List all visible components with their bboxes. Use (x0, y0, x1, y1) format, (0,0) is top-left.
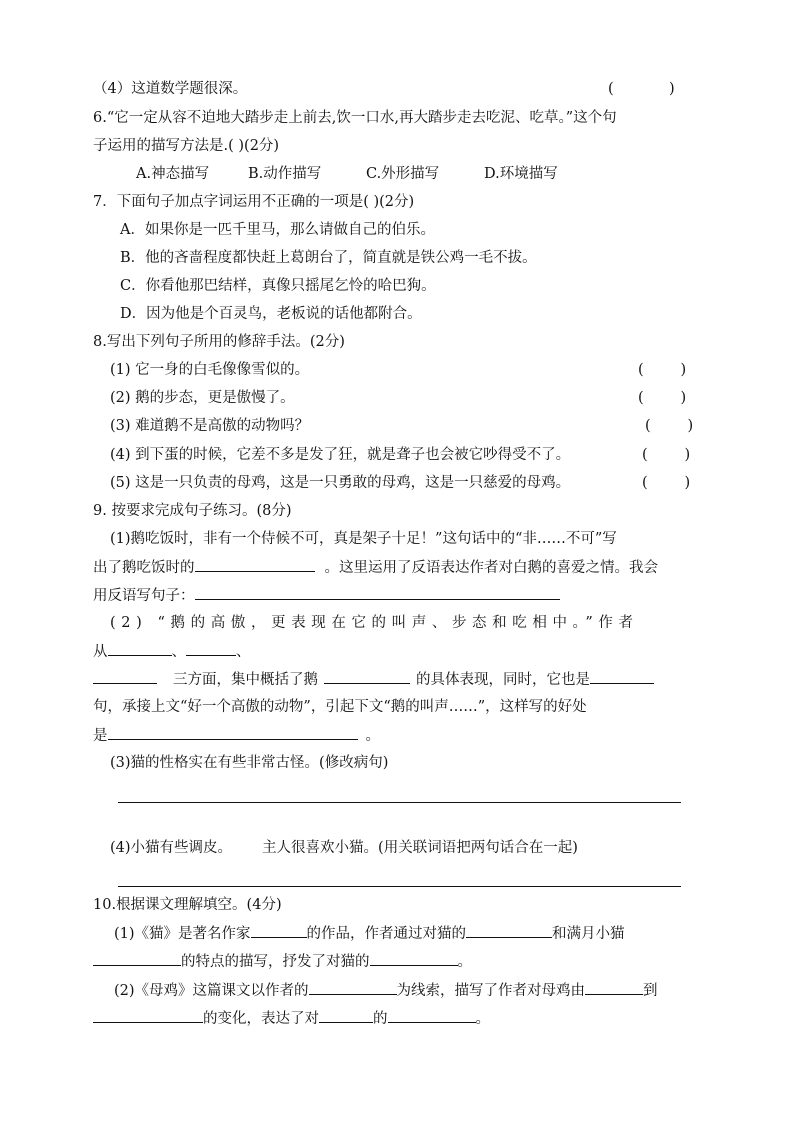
q9-part3: (3)猫的性格实在有些非常古怪。(修改病句) (110, 755, 389, 771)
q10-part2-text-e: 的 (373, 1011, 388, 1027)
q8-item-5: (5) 这是一只负责的母鸡，这是一只勇敢的母鸡，这是一只慈爱的母鸡。 (110, 475, 571, 491)
q9-part2-line3 (93, 669, 654, 690)
q9-part4-text-b: 主人很喜欢小猫。(用关联词语把两句话合在一起) (262, 840, 578, 856)
q7-option-a[interactable]: A．如果你是一匹千里马，那么请做自己的伯乐。 (120, 222, 435, 238)
q9-part2-line4: 句，承接上文“好一个高傲的动物”，引起下文“鹅的叫声……”，这样写的好处 (93, 699, 587, 715)
q8-item-4-answer-paren[interactable]: ( ) (642, 447, 691, 463)
q9-part2-line5 (93, 725, 380, 746)
q10-part2-text-d: 的变化，表达了对 (203, 1011, 319, 1027)
q8-stem: 8.写出下列句子所用的修辞手法。(2分) (93, 334, 345, 350)
q6-option-c[interactable]: C.外形描写 (366, 166, 440, 182)
q10-part1-blank-1[interactable] (251, 923, 307, 938)
q8-item-3: (3) 难道鹅不是高傲的动物吗？ (110, 418, 310, 434)
q9-part1-blank-1[interactable] (195, 557, 315, 572)
q9-part3-answer-line[interactable] (118, 802, 681, 803)
q10-part2-text-c: 到 (643, 983, 658, 999)
q10-part2-blank-1[interactable] (309, 980, 397, 995)
q8-item-1-answer-paren[interactable]: ( ) (638, 362, 687, 378)
q9-part2-text-d: 是 (93, 728, 108, 744)
q9-part2-blank-4[interactable] (324, 669, 410, 684)
q10-part2-blank-4[interactable] (319, 1008, 373, 1023)
q6-options (136, 164, 558, 184)
q9-part2-text-c: 的具体表现，同时，它也是 (416, 672, 590, 688)
q10-part2-blank-5[interactable] (388, 1008, 476, 1023)
q9-part2-blank-2[interactable] (186, 641, 236, 656)
q7-stem: 7．下面句子加点字词运用不正确的一项是( )(2分) (93, 194, 415, 210)
q10-part1-blank-2[interactable] (466, 923, 552, 938)
q6-stem-line2: 子运用的描写方法是.( )(2分) (93, 138, 280, 154)
q8-item-4: (4) 到下蛋的时候，它差不多是发了狂，就是聋子也会被它吵得受不了。 (110, 447, 571, 463)
q10-part1-text-b: 的作品，作者通过对猫的 (306, 926, 467, 942)
q8-item-3-answer-paren[interactable]: ( ) (645, 418, 694, 434)
q10-part2-text-a: (2)《母鸡》这篇课文以作者的 (114, 983, 309, 999)
q9-part1-line1: (1)鹅吃饭时，非有一个侍候不可，真是架子十足！”这句话中的“非……不可”写 (110, 531, 617, 547)
q9-part2-blank-6[interactable] (108, 725, 358, 740)
q9-part2-line1: (2) “鹅的高傲，更表现在它的叫声、步态和吃相中。”作者 (110, 615, 639, 631)
q9-part1-line3 (93, 585, 560, 606)
q10-part2-blank-2[interactable] (585, 980, 643, 995)
q9-part1-blank-2[interactable] (195, 585, 560, 600)
q7-option-d[interactable]: D．因为他是个百灵鸟，老板说的话他都附合。 (120, 306, 422, 322)
q10-part1-blank-3[interactable] (93, 951, 181, 966)
q6-stem-line1: 6.“它一定从容不迫地大踏步走上前去,饮一口水,再大踏步走去吃泥、吃草。”这个句 (93, 110, 617, 126)
q9-part2-blank-1[interactable] (108, 641, 172, 656)
q10-part1-blank-4[interactable] (370, 951, 458, 966)
q8-item-1: (1) 它一身的白毛像像雪似的。 (110, 362, 310, 378)
q9-part4-text-a: (4)小猫有些调皮。 (110, 840, 233, 856)
q9-part2-text-e: 。 (365, 728, 380, 744)
q8-item-2-answer-paren[interactable]: ( ) (638, 390, 687, 406)
q9-part1-text-a: 出了鹅吃饭时的 (93, 560, 195, 576)
q9-part2-blank-3[interactable] (93, 669, 157, 684)
q10-part2-line2 (93, 1008, 490, 1029)
q9-part1-line2 (93, 557, 658, 578)
q5-item-4-answer-paren[interactable]: ( ) (608, 81, 675, 97)
q10-part1-text-c: 和满月小猫 (552, 926, 625, 942)
q10-part2-text-f: 。 (475, 1011, 490, 1027)
q8-item-5-answer-paren[interactable]: ( ) (642, 475, 691, 491)
q9-part2-sep-2: 、 (236, 644, 251, 660)
q9-part2-line2 (93, 641, 251, 662)
q9-part4-answer-line[interactable] (118, 886, 681, 887)
q9-part2-sep-1: 、 (171, 644, 186, 660)
q10-part2-blank-3[interactable] (93, 1008, 203, 1023)
q10-part2-text-b: 为线索，描写了作者对母鸡由 (396, 983, 586, 999)
q9-part2-text-a: 从 (93, 644, 108, 660)
q10-part1-text-a: (1)《猫》是著名作家 (114, 926, 251, 942)
q6-option-b[interactable]: B.动作描写 (248, 166, 322, 182)
q9-part1-text-c: 用反语写句子： (93, 588, 195, 604)
q7-option-b[interactable]: B．他的吝啬程度都快赶上葛朗台了，简直就是铁公鸡一毛不拔。 (120, 250, 537, 266)
q6-option-d[interactable]: D.环境描写 (484, 166, 558, 182)
q10-part1-text-e: 。 (457, 954, 472, 970)
q10-part1-line2 (93, 951, 472, 972)
q9-stem: 9. 按要求完成句子练习。(8分) (93, 503, 292, 519)
q9-part4 (110, 838, 578, 858)
q10-part2-line1 (114, 980, 658, 1001)
q10-part1-line1 (114, 923, 625, 944)
q10-stem: 10.根据课文理解填空。(4分) (93, 897, 282, 913)
q9-part2-blank-5[interactable] (590, 669, 654, 684)
q7-option-c[interactable]: C．你看他那巴结样，真像只摇尾乞怜的哈巴狗。 (120, 278, 436, 294)
q10-part1-text-d: 的特点的描写，抒发了对猫的 (181, 954, 370, 970)
q9-part1-text-b: 。这里运用了反语表达作者对白鹅的喜爱之情。我会 (324, 560, 658, 576)
q5-item-4: （4）这道数学题很深。 (93, 81, 248, 97)
q6-option-a[interactable]: A.神态描写 (136, 166, 210, 182)
q9-part2-text-b: 三方面，集中概括了鹅 (173, 672, 318, 688)
q8-item-2: (2) 鹅的步态，更是傲慢了。 (110, 390, 295, 406)
